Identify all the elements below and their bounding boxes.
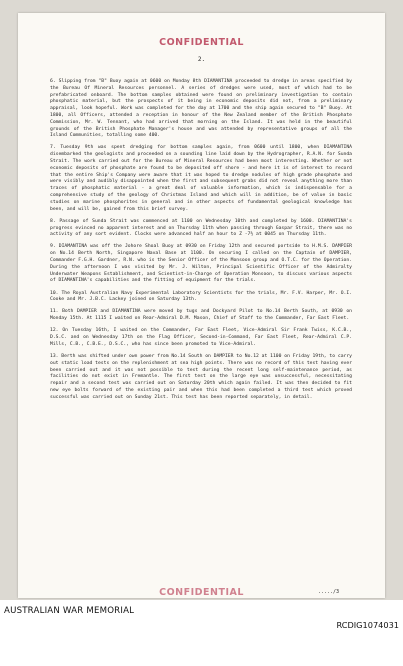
confidential-stamp-bottom: CONFIDENTIAL xyxy=(159,587,244,598)
document-sheet xyxy=(18,13,385,598)
paragraph-11: 11. Both DAMPIER and DIAMANTINA were moved by tugs and Dockyard Pilot to No.14 Berth South, at 0930 on Monday 15th. At 1115 I waited on Rear-Admiral D.M. Mason, Chief of Staff to the Commander, Far East Fleet. xyxy=(50,309,352,322)
continuation-marker: ...../3 xyxy=(318,589,340,595)
paragraph-12: 12. On Tuesday 16th, I waited on the Commander, Far East Fleet, Vice-Admiral Sir Frank Twiss, K.C.B., D.S.C. and on Wednesday 17th on the Flag Officer, Second-in-Command, Far East Fleet, Rear-Admiral C.P. Mills, C.B., C.B.E., D.S.C., who has since been promoted to Vice-Admiral. xyxy=(50,328,352,347)
confidential-stamp-top: CONFIDENTIAL xyxy=(159,37,244,48)
archive-name: AUSTRALIAN WAR MEMORIAL xyxy=(4,606,135,616)
paragraph-10: 10. The Royal Australian Navy Experimental Laboratory Scientists for the trials, Mr. F.V. Harper, Mr. O.I. Cooke and Mr. J.B.C. Lackey joined on Saturday 13th. xyxy=(50,290,352,303)
paragraph-9: 9. DIAMANTINA was off the Johore Shoal Buoy at 0930 on Friday 12th and secured portside to H.M.S. DAMPIER on No.14 Berth North, Singapore Naval Base at 1100. On securing I called on the Captain of DAMPIER, Commander F.G.H. Gardner, R.N. who is the Senior Officer of the Monsoon group and O.T.C. for the Operation. During the afternoon I was visited by Mr. J. Wilton, Principal Scientific Officer of the Admiralty Underwater Weapons Establishment, and Scientist-in-Charge of Operation Monsoon, to discuss various aspects of DIAMANTINA's capabilities and the fitting of equipment for the trials. xyxy=(50,244,352,284)
document-body xyxy=(50,79,352,407)
paragraph-13: 13. Berth was shifted under own power from No.14 South on DAMPIER to No.12 at 1100 on Friday 19th, to carry out static load tests on the replenishment at sea high points. There was no record of this test having ever been carried out and it was not possible to test during the recent long self-maintenance period, as facilities do not exist in Fremantle. The first test on the large eye was unsuccessful, necessitating repair and a second test was carried out on Saturday 20th which again failed. It was then decided to fit new eye bolts forward of the existing pair and when this had been completed a third test which proved successful was carried out on Sunday 21st. This test has been reported separately, in detail. xyxy=(50,353,352,400)
paragraph-7: 7. Tuesday 9th was spent dredging for bottom samples again, from 0600 until 1800, when DIAMANTINA disembarked the geologists and proceeded on a sounding line laid down by the Hydrographer, R.A.N. for Sunda Strait. The work carried out for the Bureau of Mineral Resources had been most interesting. Whether or not economic deposits of phosphate are found to be deposited off shore - and here it is of interest to record that the entire Ship's Company were aware that it was hoped to dredge nodules of high grade phosphate and were visibly and audibly disappointed when the first and subsequent grabs did not reveal anything more than traces of phosphatic material - a great deal of valuable information, which is indispensable for a comprehensive study of the geology of Christmas Island and which will in addition, be of value in basic studies on marine phosphorites in general and in other aspects of fundamental geological knowledge has been, and will be, gained from this brief survey. xyxy=(50,145,352,212)
archive-caption xyxy=(0,600,403,666)
page-number: 2. xyxy=(197,56,206,63)
paragraph-8: 8. Passage of Sunda Strait was commenced at 1100 on Wednesday 10th and completed by 1600. DIAMANTINA's progress evinced no apparent interest and on Thursday 11th when passing through Gaspar Strait, there was no activity of any sort evident. Clocks were advanced half an hour to Z -7½ at 0045 on Thursday 11th. xyxy=(50,218,352,238)
record-id: RCDIG1074031 xyxy=(336,620,399,630)
paragraph-6: 6. Slipping from "B" Buoy again at 0600 on Monday 8th DIAMANTINA proceeded to dredge in areas specified by the Bureau Of Mineral Resources personnel. A series of dredges were used, most of which had to be prefabricated onboard. The bottom samples obtained were found on preliminary investigation to contain phosphatic material, but the prospects of it being in economic deposits did not, from a preliminary appraisal, look hopeful. Work was completed for the day at 1700 and the ship again secured to "B" Buoy. At 1800, all Officers, attended a reception in honour of the New Zealand member of the British Phosphate Commission, Mr. W. Tennant, who had arrived that morning on the Island. It was held in the beautiful grounds of the British Phosphate Manager's house and was attended by representative groups of all the Island Communities, totalling some 400. xyxy=(50,79,352,139)
